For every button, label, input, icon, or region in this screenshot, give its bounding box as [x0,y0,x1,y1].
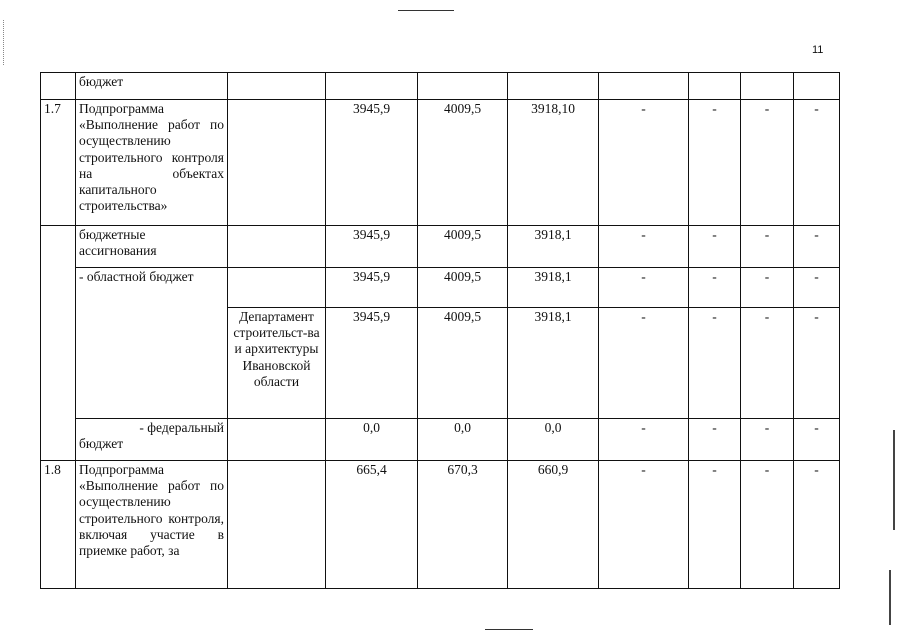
value-cell: 0,0 [326,419,418,461]
executor-cell [228,100,326,226]
dash-cell: - [689,226,741,268]
value-cell: 3918,1 [508,268,599,308]
dash-cell: - [741,419,794,461]
executor-cell: Департамент строительст-ва и архитектуры Ивановской области [228,308,326,419]
value-cell: 3918,1 [508,308,599,419]
value-cell: 4009,5 [418,100,508,226]
value-cell: 665,4 [326,461,418,589]
value-cell: 3945,9 [326,268,418,308]
program-name-cell: бюджет [76,73,228,100]
dash-cell: - [741,461,794,589]
row-number-cell [41,226,76,461]
dash-cell: - [599,226,689,268]
program-name-line: - федеральный [139,420,224,435]
program-name-cell: Подпрограмма «Выполнение работ по осуществлению строительного контроля, включая участие в приемке работ, за [76,461,228,589]
table-row [41,226,840,268]
right-scan-mark-lower [889,570,891,625]
top-scan-line [398,10,454,11]
table-row [41,100,840,226]
right-scan-mark [893,430,895,530]
value-cell: 3945,9 [326,308,418,419]
executor-cell [228,461,326,589]
dash-cell: - [599,100,689,226]
dash-cell: - [794,100,840,226]
value-cell: 670,3 [418,461,508,589]
value-cell: 3945,9 [326,100,418,226]
dash-cell: - [599,461,689,589]
dash-cell: - [741,226,794,268]
table-row [41,419,840,461]
left-scan-mark [3,20,4,65]
program-name-cell: Подпрограмма «Выполнение работ по осуществлению строительного контроля на объектах капитального строительства» [76,100,228,226]
program-name-cell: - областной бюджет [76,268,228,419]
dash-cell: - [689,268,741,308]
dash-cell: - [689,308,741,419]
program-name-cell [76,419,228,461]
program-name-cell: бюджетные ассигнования [76,226,228,268]
dash-cell: - [741,100,794,226]
dash-cell: - [741,308,794,419]
executor-cell [228,226,326,268]
dash-cell: - [599,268,689,308]
row-number-cell: 1.7 [41,100,76,226]
row-number-cell: 1.8 [41,461,76,589]
dash-cell: - [794,419,840,461]
bottom-scan-line [485,629,533,630]
value-cell: 0,0 [418,419,508,461]
value-cell: 4009,5 [418,308,508,419]
executor-cell [228,419,326,461]
budget-table [40,72,840,589]
value-cell: 660,9 [508,461,599,589]
table-cell [41,73,76,100]
dash-cell: - [794,308,840,419]
table-row [41,73,840,100]
value-cell: 3918,1 [508,226,599,268]
value-cell: 3945,9 [326,226,418,268]
dash-cell: - [689,419,741,461]
dash-cell: - [689,100,741,226]
dash-cell: - [599,419,689,461]
dash-cell: - [794,226,840,268]
program-name-line: бюджет [79,436,124,452]
page-number: 11 [812,44,824,56]
dash-cell: - [599,308,689,419]
executor-cell [228,268,326,308]
dash-cell: - [741,268,794,308]
table-row [41,461,840,589]
value-cell: 4009,5 [418,226,508,268]
table-row [41,268,840,308]
dash-cell: - [689,461,741,589]
value-cell: 4009,5 [418,268,508,308]
value-cell: 0,0 [508,419,599,461]
dash-cell: - [794,461,840,589]
value-cell: 3918,10 [508,100,599,226]
dash-cell: - [794,268,840,308]
